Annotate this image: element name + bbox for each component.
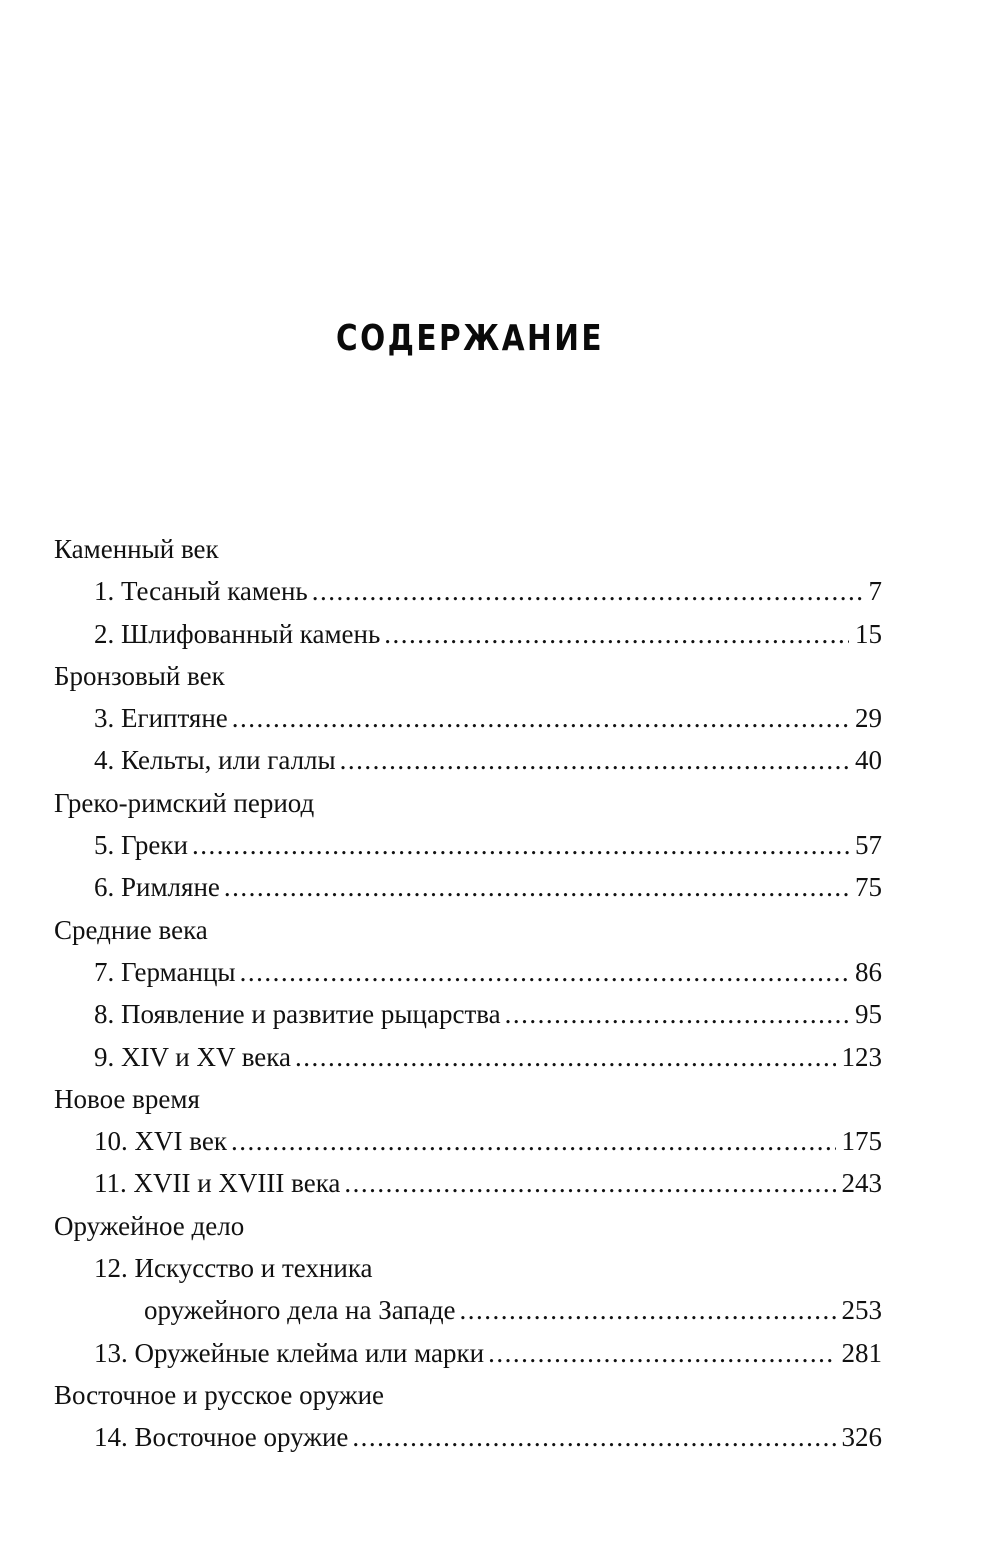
page-title: СОДЕРЖАНИЕ (335, 318, 605, 359)
toc-entry[interactable] (54, 951, 882, 993)
page-number: 75 (855, 872, 882, 903)
entry-label: 4. Кельты, или галлы (94, 745, 336, 776)
toc-entry[interactable] (54, 1247, 882, 1289)
toc-entry[interactable] (54, 866, 882, 908)
toc-section (54, 909, 882, 951)
page-number: 281 (841, 1337, 882, 1368)
dot-leader (384, 613, 849, 655)
dot-leader (231, 1120, 836, 1162)
section-label: Каменный век (54, 534, 219, 564)
dot-leader (295, 1036, 836, 1078)
dot-leader (340, 739, 849, 781)
toc-entry[interactable] (54, 1036, 882, 1078)
toc-entry[interactable] (54, 1332, 882, 1374)
toc-entry[interactable] (54, 1162, 882, 1204)
section-label: Восточное и русское оружие (54, 1379, 384, 1410)
entry-label: 11. XVII и XVIII века (94, 1168, 341, 1199)
toc-entry[interactable] (54, 570, 882, 612)
toc-section (54, 1078, 882, 1120)
entry-label: 5. Греки (94, 830, 188, 861)
entry-label: 13. Оружейные клейма или марки (94, 1337, 485, 1368)
section-label: Средние века (54, 914, 208, 945)
toc-entry[interactable] (54, 739, 882, 781)
dot-leader (352, 1416, 835, 1458)
dot-leader (224, 866, 849, 908)
toc-section (54, 528, 882, 570)
toc-entry[interactable] (54, 1120, 882, 1162)
toc-entry[interactable] (54, 824, 882, 866)
entry-label: 14. Восточное оружие (94, 1422, 349, 1453)
dot-leader (488, 1332, 835, 1374)
dot-leader (344, 1162, 835, 1204)
dot-leader (505, 993, 849, 1035)
toc-section (54, 655, 882, 697)
section-label: Греко-римский период (54, 787, 315, 818)
dot-leader (192, 824, 849, 866)
table-of-contents (54, 528, 882, 1459)
entry-label: 8. Появление и развитие рыцарства (94, 999, 501, 1030)
entry-label: оружейного дела на Западе (144, 1295, 456, 1326)
toc-entry[interactable] (54, 1416, 882, 1458)
dot-leader (312, 570, 863, 612)
entry-label: 10. XVI век (94, 1126, 227, 1157)
entry-label: 7. Германцы (94, 956, 236, 987)
page-number: 123 (841, 1041, 882, 1072)
section-label: Новое время (54, 1083, 200, 1114)
page-number: 175 (841, 1126, 882, 1157)
toc-entry[interactable] (54, 697, 882, 739)
entry-label: 2. Шлифованный камень (94, 618, 381, 649)
toc-section (54, 782, 882, 824)
dot-leader (232, 697, 849, 739)
toc-entry[interactable] (54, 993, 882, 1035)
toc-section (54, 1205, 882, 1247)
entry-label: 3. Египтяне (94, 703, 228, 734)
page-number: 29 (855, 703, 882, 734)
toc-entry-continuation[interactable] (54, 1289, 882, 1331)
page-number: 7 (868, 576, 882, 607)
page-number: 57 (855, 830, 882, 861)
page-number: 253 (841, 1295, 882, 1326)
entry-label: 1. Тесаный камень (94, 576, 308, 607)
entry-label: 12. Искусство и техника (94, 1253, 373, 1284)
page-number: 40 (855, 745, 882, 776)
toc-section (54, 1374, 882, 1416)
page-number: 95 (855, 999, 882, 1030)
page-number: 15 (855, 618, 882, 649)
dot-leader (460, 1289, 836, 1331)
section-label: Бронзовый век (54, 660, 225, 691)
dot-leader (240, 951, 849, 993)
page-number: 326 (841, 1422, 882, 1453)
section-label: Оружейное дело (54, 1210, 245, 1241)
page-number: 243 (841, 1168, 882, 1199)
toc-entry[interactable] (54, 613, 882, 655)
entry-label: 9. XIV и XV века (94, 1041, 291, 1072)
entry-label: 6. Римляне (94, 872, 220, 903)
page-number: 86 (855, 956, 882, 987)
